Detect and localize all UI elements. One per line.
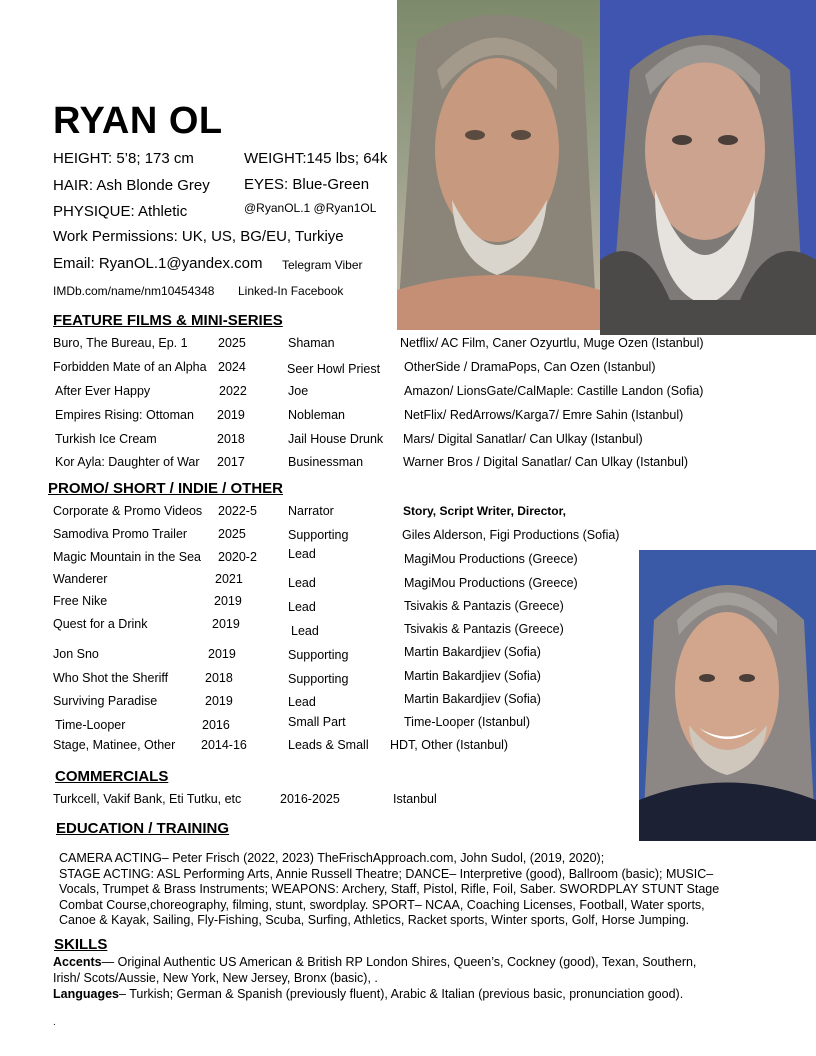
feature-films-heading: FEATURE FILMS & MINI-SERIES [53,312,283,329]
promo-credit: Martin Bakardjiev (Sofia) [404,669,541,683]
promo-title: Time-Looper [55,718,126,732]
email-address: Email: RyanOL.1@yandex.com [53,255,263,272]
promo-credit: Tsivakis & Pantazis (Greece) [404,599,564,613]
film-role: Businessman [288,455,364,469]
film-credit: Mars/ Digital Sanatlar/ Can Ulkay (Istanbul) [403,432,643,446]
film-title: Turkish Ice Cream [55,432,157,446]
promo-year: 2021 [215,572,243,586]
film-title: Empires Rising: Ottoman [55,408,194,422]
promo-role: Supporting [288,648,349,662]
promo-year: 2020-2 [218,550,257,564]
imdb-link: IMDb.com/name/nm10454348 [53,284,215,298]
film-role: Joe [288,384,309,398]
education-line: Vocals, Trumpet & Brass Instruments; WEAPONS: Archery, Staff, Pistol, Rifle, Foil, Saber. SWORDPLAY STUNT Stage [59,882,720,896]
film-role: Seer Howl Priest [287,362,381,376]
promo-year: 2019 [205,694,233,708]
languages-line [53,987,683,1001]
film-year: 2018 [217,432,245,446]
eyes-info: EYES: Blue-Green [244,176,370,193]
film-credit: Amazon/ LionsGate/CalMaple: Castille Landon (Sofia) [404,384,704,398]
promo-title: Who Shot the Sheriff [53,671,169,685]
promo-role: Lead [288,547,316,561]
accents-text: — Original Authentic US American & British RP London Shires, Queen’s, Cockney (good), Texan, Southern, [101,955,697,969]
promo-credit: Martin Bakardjiev (Sofia) [404,692,541,706]
promo-role: Small Part [288,715,346,729]
promo-year: 2025 [218,527,246,541]
film-year: 2024 [218,360,246,374]
education-line: Combat Course,choreography, filming, stunt, swordplay. SPORT– NCAA, Coaching Licenses, Football, Water sports, [59,897,705,912]
promo-credit: Tsivakis & Pantazis (Greece) [404,622,564,636]
promo-title: Surviving Paradise [53,694,158,708]
promo-title: Magic Mountain in the Sea [53,550,202,564]
promo-title: Wanderer [53,572,108,586]
promo-credit: Martin Bakardjiev (Sofia) [404,645,541,659]
education-line: CAMERA ACTING– Peter Frisch (2022, 2023) TheFrischApproach.com, John Sudol, (2019, 2020); [59,851,605,865]
skills-heading: SKILLS [54,936,108,953]
promo-role: Lead [288,600,316,614]
film-year: 2025 [218,336,246,350]
promo-role: Supporting [288,672,349,686]
film-credit: Netflix/ AC Film, Caner Ozyurtlu, Muge Ozen (Istanbul) [400,336,704,350]
promo-year: 2022-5 [218,504,257,518]
social-links: Linked-In Facebook [238,284,344,298]
weight-info: WEIGHT:145 lbs; 64k [244,150,388,167]
promo-title: Samodiva Promo Trailer [53,527,188,541]
film-role: Nobleman [288,408,345,422]
headshot-photo-hoodie [600,0,816,335]
film-role: Jail House Drunk [288,432,384,446]
promo-credit: MagiMou Productions (Greece) [404,576,578,590]
commercial-years: 2016-2025 [280,792,340,806]
hair-info: HAIR: Ash Blonde Grey [53,177,210,194]
promo-year: 2019 [214,594,242,608]
height-info: HEIGHT: 5’8; 173 cm [53,150,194,167]
messenger-apps: Telegram Viber [282,258,363,272]
work-permissions: Work Permissions: UK, US, BG/EU, Turkiye [53,228,344,245]
promo-year: 2014-16 [201,738,247,752]
promo-credit: HDT, Other (Istanbul) [390,738,509,752]
social-handles: @RyanOL.1 @Ryan1OL [244,201,377,215]
film-role: Shaman [288,336,335,350]
commercial-location: Istanbul [393,792,437,806]
promo-title: Free Nike [53,594,108,608]
education-text [59,851,779,929]
film-title: Kor Ayla: Daughter of War [55,455,200,469]
film-year: 2019 [217,408,245,422]
film-credit: Warner Bros / Digital Sanatlar/ Can Ulkay (Istanbul) [403,455,689,469]
promo-title: Quest for a Drink [53,617,148,631]
commercial-brands: Turkcell, Vakif Bank, Eti Tutku, etc [53,792,242,806]
headshot-photo-outdoor [397,0,600,330]
actor-name: RYAN OL [53,100,223,142]
promo-role: Lead [288,576,316,590]
promo-credit: Story, Script Writer, Director, [403,504,566,518]
film-year: 2022 [219,384,247,398]
promo-year: 2016 [202,718,230,732]
footer-mark: . [53,1017,56,1028]
physique-info: PHYSIQUE: Athletic [53,203,188,220]
languages-label: Languages [53,987,119,1001]
commercials-heading: COMMERCIALS [55,768,169,785]
languages-text: – Turkish; German & Spanish (previously fluent), Arabic & Italian (previous basic, pronunciation good). [119,987,684,1001]
promo-year: 2018 [205,671,233,685]
film-title: Forbidden Mate of an Alpha [53,360,207,374]
promo-heading: PROMO/ SHORT / INDIE / OTHER [48,480,284,497]
education-line: Canoe & Kayak, Sailing, Fly-Fishing, Scuba, Surfing, Athletics, Racket sports, Winter sports, Golf, Horse Jumping. [59,913,690,927]
promo-title: Jon Sno [53,647,99,661]
promo-year: 2019 [208,647,236,661]
education-heading: EDUCATION / TRAINING [56,820,230,837]
film-title: Buro, The Bureau, Ep. 1 [53,336,188,350]
education-line: STAGE ACTING: ASL Performing Arts, Annie Russell Theatre; DANCE– Interpretive (good), Ballroom (basic); MUSIC– [59,866,714,881]
promo-title: Stage, Matinee, Other [53,738,176,752]
promo-credit: Time-Looper (Istanbul) [404,715,530,729]
accents-line-2: Irish/ Scots/Aussie, New York, New Jersey, Bronx (basic), . [53,971,378,985]
accents-line [53,955,696,969]
film-credit: NetFlix/ RedArrows/Karga7/ Emre Sahin (Istanbul) [404,408,684,422]
promo-credit: Giles Alderson, Figi Productions (Sofia) [402,528,620,542]
film-credit: OtherSide / DramaPops, Can Ozen (Istanbul) [404,360,656,374]
headshot-photo-smiling [639,550,816,841]
promo-year: 2019 [212,617,240,631]
promo-role: Lead [291,624,319,638]
promo-credit: MagiMou Productions (Greece) [404,552,578,566]
promo-role: Lead [288,695,316,709]
promo-role: Narrator [288,504,334,518]
accents-label: Accents [53,955,102,969]
promo-role: Leads & Small [288,738,369,752]
film-year: 2017 [217,455,245,469]
promo-title: Corporate & Promo Videos [53,504,203,518]
promo-role: Supporting [288,528,349,542]
film-title: After Ever Happy [55,384,151,398]
